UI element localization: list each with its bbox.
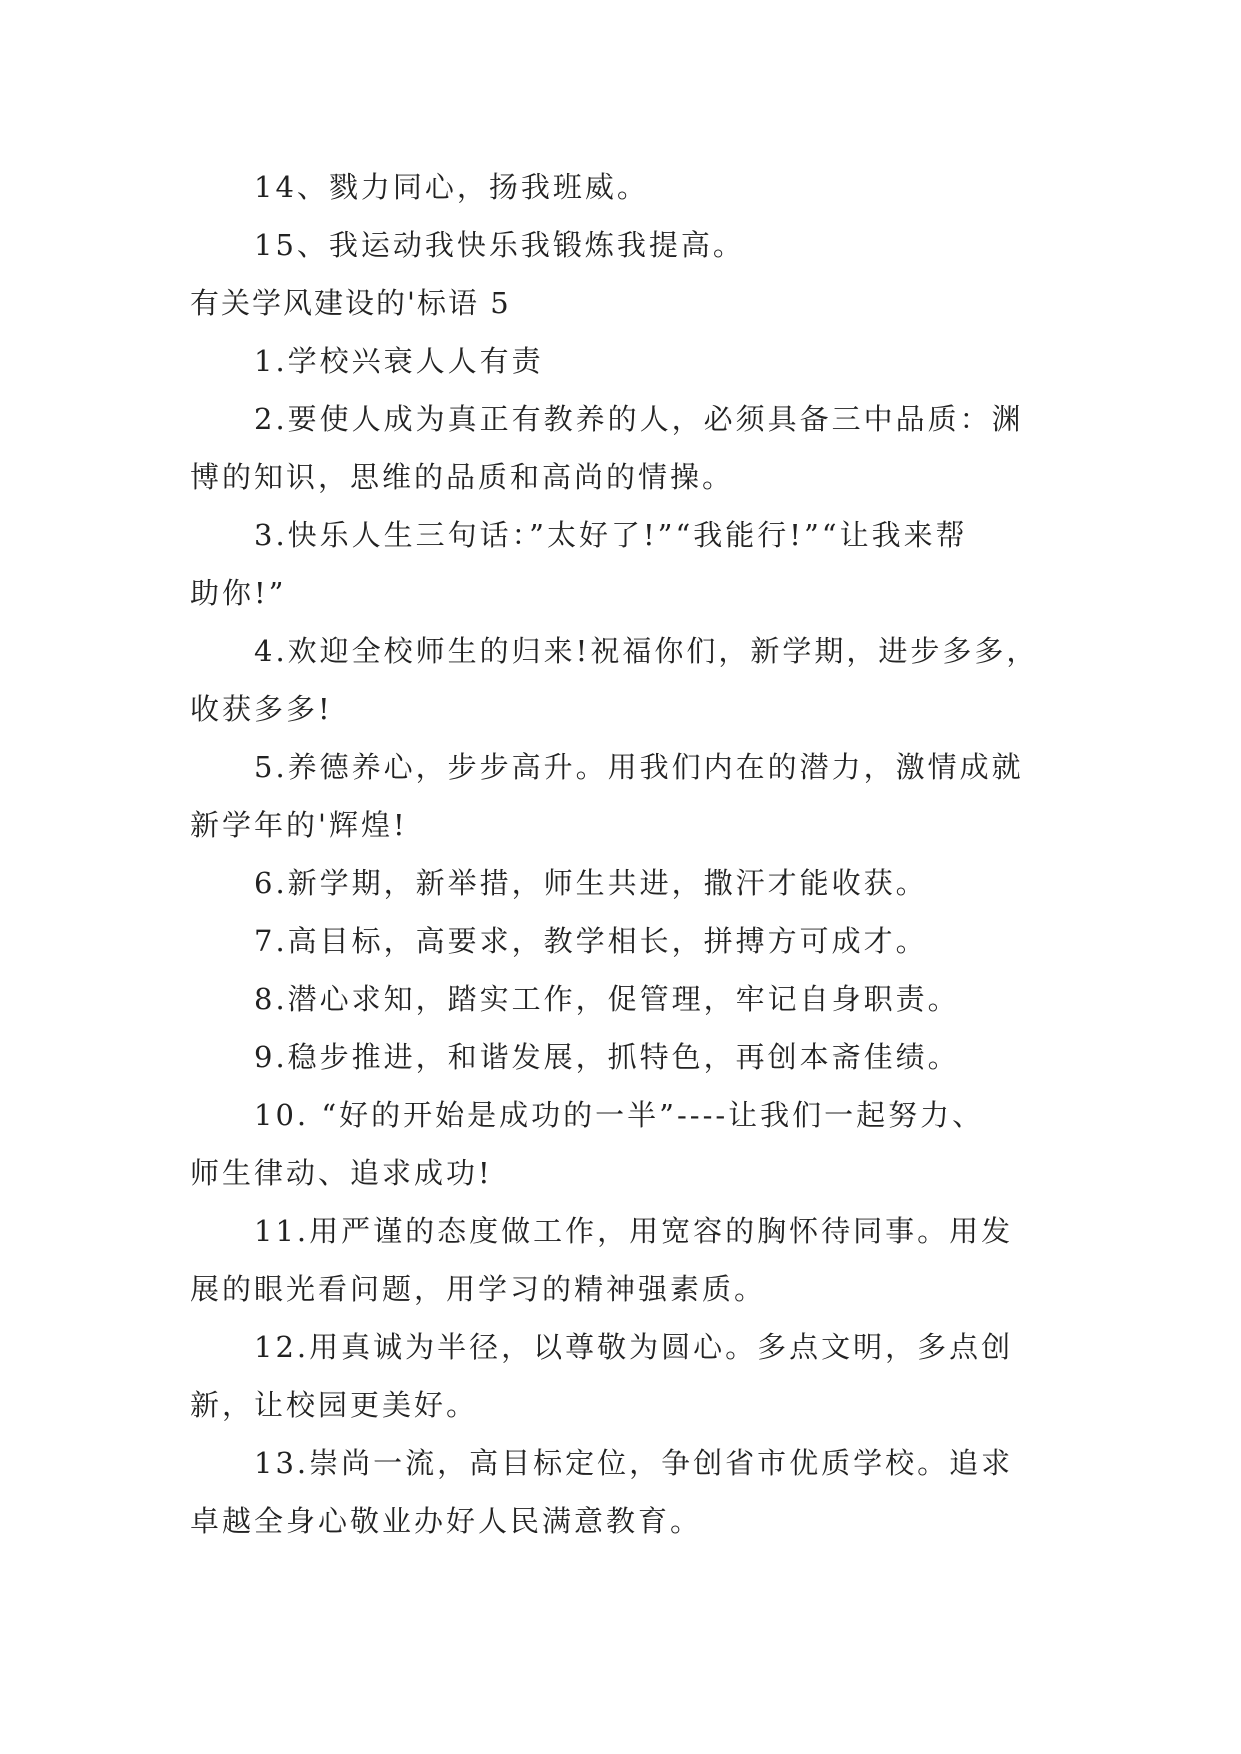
slogan-2-line-1: 2.要使人成为真正有教养的人，必须具备三中品质：渊 — [254, 402, 1024, 436]
slogan-3-line-1: 3.快乐人生三句话：”太好了!”“我能行!”“让我来帮 — [254, 518, 968, 552]
slogan-10-line-1: 10. “好的开始是成功的一半”----让我们一起努力、 — [254, 1098, 985, 1132]
section-title: 有关学风建设的'标语 5 — [190, 286, 511, 320]
slogan-13-line-2: 卓越全身心敬业办好人民满意教育。 — [190, 1504, 703, 1538]
document-body — [190, 158, 1070, 1550]
slogan-10-line-2: 师生律动、追求成功! — [190, 1156, 493, 1190]
slogan-1: 1.学校兴衰人人有责 — [254, 344, 544, 378]
slogan-7: 7.高目标，高要求，教学相长，拼搏方可成才。 — [254, 924, 928, 958]
slogan-13-line-1: 13.崇尚一流，高目标定位，争创省市优质学校。追求 — [254, 1446, 1014, 1480]
slogan-item-15: 15、我运动我快乐我锻炼我提高。 — [254, 228, 745, 262]
slogan-item-14: 14、戮力同心，扬我班威。 — [254, 170, 649, 204]
slogan-5-line-1: 5.养德养心，步步高升。用我们内在的潜力，激情成就 — [254, 750, 1024, 784]
slogan-2-line-2: 博的知识，思维的品质和高尚的情操。 — [190, 460, 735, 494]
slogan-9: 9.稳步推进，和谐发展，抓特色，再创本斋佳绩。 — [254, 1040, 960, 1074]
slogan-11-line-2: 展的眼光看问题，用学习的精神强素质。 — [190, 1272, 767, 1306]
slogan-4-line-1: 4.欢迎全校师生的归来!祝福你们，新学期，进步多多， — [254, 634, 1039, 668]
slogan-12-line-2: 新，让校园更美好。 — [190, 1388, 479, 1422]
slogan-6: 6.新学期，新举措，师生共进，撒汗才能收获。 — [254, 866, 928, 900]
slogan-12-line-1: 12.用真诚为半径，以尊敬为圆心。多点文明，多点创 — [254, 1330, 1014, 1364]
slogan-11-line-1: 11.用严谨的态度做工作，用宽容的胸怀待同事。用发 — [254, 1214, 1014, 1248]
slogan-3-line-2: 助你!” — [190, 576, 287, 610]
slogan-8: 8.潜心求知，踏实工作，促管理，牢记自身职责。 — [254, 982, 960, 1016]
slogan-4-line-2: 收获多多! — [190, 692, 333, 726]
slogan-5-line-2: 新学年的'辉煌! — [190, 808, 408, 842]
